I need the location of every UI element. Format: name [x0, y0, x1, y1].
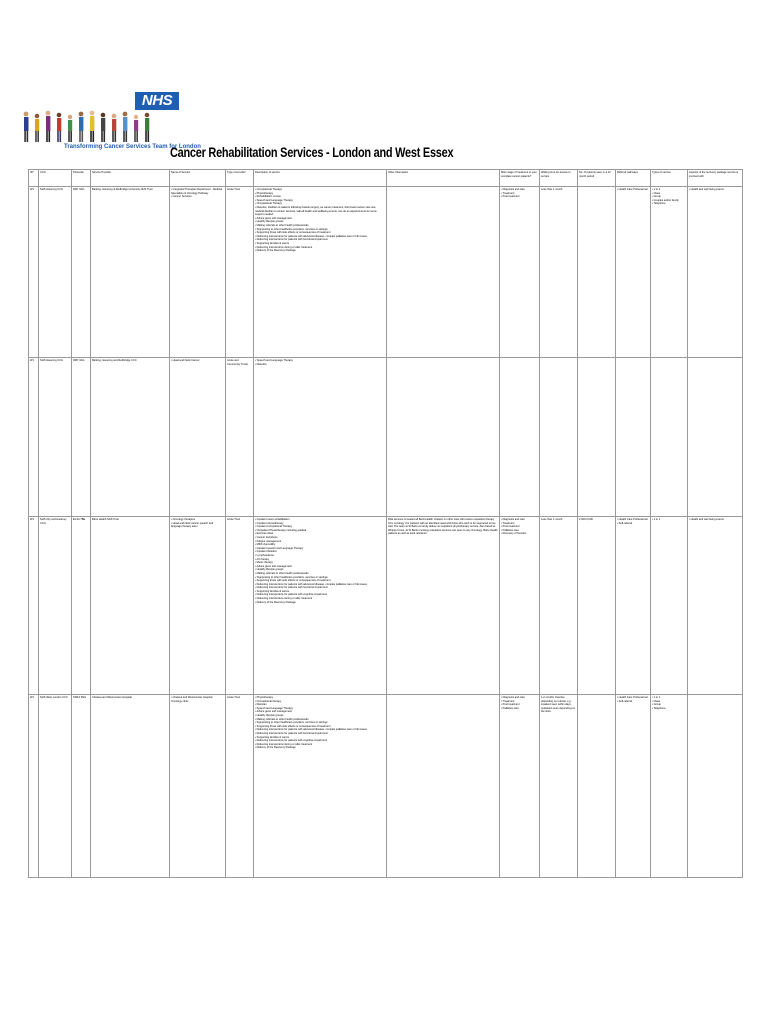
list-item: • Cancer Services [171, 195, 224, 199]
list-item: • Class [652, 192, 686, 196]
list-item: • Couples and/or family [652, 199, 686, 203]
list-item: • Post treatment [501, 195, 538, 199]
list-item: • Healthy lifestyle groups [255, 568, 385, 572]
list-item: • 1 to 1 [652, 188, 686, 192]
cell-provider-type: Acute and Community Trusts [226, 358, 254, 517]
cell-description [254, 695, 387, 878]
cell-other-info [387, 187, 500, 358]
service-name-list [171, 696, 224, 703]
cell-patients [578, 187, 616, 358]
list-item: • Delivering interventions during or after treatment [255, 246, 385, 250]
description-list [255, 359, 385, 366]
list-item: • Supporting families & carers [255, 736, 385, 740]
list-item: • Treatment [501, 192, 538, 196]
cell-other-info: Risk services is treated all Barts Health. Dietetic on other sites will receive outpatient therapy from oncology. For patients with an identified need and those who wish to be supported to live well. The team at St Barts currently deliver an outpatient physiotherapy service. Also based at Whipps Cross. At St Barts oncology outpatient services can open to any Oncology. Barts Health patients as well as local residents. [387, 517, 500, 695]
list-item: • Occupational therapy [255, 700, 385, 704]
list-item: • Speech and Language Therapy [255, 707, 385, 711]
cell-provider: Barts Health NHS Trust [91, 517, 170, 695]
column-header: Referral pathways [616, 170, 651, 187]
stage-list [501, 518, 538, 536]
service-name-list [171, 359, 224, 363]
cell-provider: Chelsea and Westminster Hospital [91, 695, 170, 878]
list-item: • Cancer transitions [255, 536, 385, 540]
list-item: • Healthy lifestyle groups [255, 220, 385, 224]
cell-id: W1 [29, 358, 39, 517]
cell-service-name [170, 517, 226, 695]
list-item: • Supporting those with side effects or consequences of treatment [255, 579, 385, 583]
cell-postcode: SW10 9NH [72, 695, 91, 878]
list-item: • Outpatient Physiotherapy including gradual [255, 529, 385, 533]
list-item: • Group [652, 195, 686, 199]
logo-area [20, 92, 201, 157]
cell-patients [578, 358, 616, 517]
list-item: • Delivering interventions for patients with advanced disease, complex palliative care or life issues [255, 235, 385, 239]
stage-list [501, 188, 538, 199]
cell-provider-type: Acute Trust [226, 187, 254, 358]
description-list [255, 518, 385, 604]
list-item: • Treatment [501, 522, 538, 526]
table-header-row [29, 170, 743, 187]
recovery-list [689, 518, 741, 522]
cell-description [254, 358, 387, 517]
table-body [29, 187, 743, 878]
cell-waiting-time: Less than 1 month [540, 517, 578, 695]
people-illustration [20, 108, 160, 146]
nhs-logo: NHS [135, 92, 179, 110]
team-name: Transforming Cancer Services Team for London [64, 144, 201, 150]
list-item: • Delivery of the Recovery Package [255, 601, 385, 605]
list-item: • Delivering interventions for patients with functional impairment [255, 586, 385, 590]
column-header: Name of Service [170, 170, 226, 187]
list-item: • Telephone [652, 707, 686, 711]
service-name-list [171, 518, 224, 529]
list-item: • Delivering interventions for patients with cognitive impairment [255, 739, 385, 743]
list-item: • Supporting families & carers [255, 242, 385, 246]
list-item: • Telephone [652, 202, 686, 206]
list-item: • Inpatient physiotherapy [255, 522, 385, 526]
column-header: CCG [39, 170, 72, 187]
list-item: • Head and Neck Cancer [171, 359, 224, 363]
cell-provider: Barking, Havering & Redbridge University NHS Trust [91, 187, 170, 358]
cell-provider-type: Acute Trust [226, 517, 254, 695]
list-item: • Healthy lifestyle groups [255, 714, 385, 718]
list-item: • Music therapy [255, 561, 385, 565]
list-item: • Inpatient dietetics [255, 550, 385, 554]
cell-postcode: EC1A 7BE [72, 517, 91, 695]
cell-recovery [688, 187, 743, 358]
cell-recovery [688, 517, 743, 695]
description-list [255, 188, 385, 253]
table-row [29, 517, 743, 695]
list-item: • Palliative care [501, 529, 538, 533]
list-item: • Integrated Therapies Department - Medical Specialties & Oncology Pathway [171, 188, 224, 195]
cell-types [651, 517, 688, 695]
list-item: • Advice given self-management [255, 710, 385, 714]
list-item: • Health Care Professional [617, 188, 649, 192]
list-item: • Lymphoedema [255, 554, 385, 558]
cell-ccg: NHS Havering CCG [39, 187, 72, 358]
list-item: • Diagnosis and care [501, 188, 538, 192]
list-item: • Oncology therapies [171, 518, 224, 522]
cell-referral [616, 695, 651, 878]
recovery-list [689, 188, 741, 192]
list-item: • Supporting those with side effects or consequences of treatment [255, 231, 385, 235]
cell-id: W1 [29, 187, 39, 358]
cell-service-name [170, 187, 226, 358]
description-list [255, 696, 385, 750]
service-name-list [171, 188, 224, 199]
cell-service-name [170, 695, 226, 878]
list-item: • Inpatient speech and Language Therapy [255, 547, 385, 551]
cell-other-info [387, 358, 500, 517]
column-header: Types of service [651, 170, 688, 187]
list-item: • Making referrals to other health professionals [255, 718, 385, 722]
cell-referral [616, 517, 651, 695]
list-item: • Treatment [501, 700, 538, 704]
cell-types [651, 358, 688, 517]
cell-waiting-time [540, 358, 578, 517]
list-item: • Post treatment [501, 703, 538, 707]
column-header: Description of service [254, 170, 387, 187]
column-header: Postcode [72, 170, 91, 187]
column-header: Type of provider [226, 170, 254, 187]
cell-other-info [387, 695, 500, 878]
list-item: • Advice given self-management [255, 565, 385, 569]
list-item: • 1 to 1 [652, 696, 686, 700]
list-item: • Signposting to other healthcare providers, services or settings [255, 228, 385, 232]
list-item: • Delivering interventions during or after treatment [255, 597, 385, 601]
list-item: • Self-referral [617, 522, 649, 526]
list-item: • Physiotherapy [255, 192, 385, 196]
list-item: • Delivering interventions for patients with advanced disease, complex palliative care or life issues [255, 583, 385, 587]
table-row [29, 358, 743, 517]
list-item: • Speech and Language Therapy [255, 359, 385, 363]
list-item: • Signposting to other healthcare providers, services or settings [255, 721, 385, 725]
column-header: Other Information [387, 170, 500, 187]
column-header: Aspects of the recovery package service is involved with [688, 170, 743, 187]
list-item: • Palliative care [501, 707, 538, 711]
list-item: • Recovery of function [501, 532, 538, 536]
list-item: • Delivering interventions for patients with cognitive impairment [255, 593, 385, 597]
cell-stage [500, 695, 540, 878]
column-header: No. of patients seen in a 12 month period [578, 170, 616, 187]
list-item: • 1 to 1 [652, 518, 686, 522]
referral-list [617, 188, 649, 192]
types-list [652, 188, 686, 206]
list-item: • Delivery of the Recovery Package [255, 249, 385, 253]
cell-ccg: NHS West London CCC [39, 695, 72, 878]
cell-stage [500, 187, 540, 358]
cell-patients [578, 695, 616, 878]
list-item: • Signposting to other healthcare providers, services or settings [255, 576, 385, 580]
table-row [29, 695, 743, 878]
list-item: • Dietician [255, 703, 385, 707]
stage-list [501, 696, 538, 710]
list-item: • Delivering interventions for patients with functional impairment [255, 732, 385, 736]
list-item: • Dietetics, Dietitian to patients following bowels surgery, as cancer treatment, diet bowel cancer care site, medical dietitian to cancer services, talk all health and wellbeing events, can do an appointments for some support needed [255, 206, 385, 217]
cell-description [254, 517, 387, 695]
list-item: • Inpatient occupational Therapy [255, 525, 385, 529]
list-item: • Making referrals to other health professionals [255, 572, 385, 576]
cell-types [651, 187, 688, 358]
list-item: • Delivering interventions for patients with functional impairment [255, 238, 385, 242]
list-item: • Diagnosis and care [501, 696, 538, 700]
list-item: • Chelsea and Westminster Hospital Oncology clinic [171, 696, 224, 703]
page-title: Cancer Rehabilitation Services - London and West Essex [170, 144, 454, 160]
column-header: ID* [29, 170, 39, 187]
cell-service-name [170, 358, 226, 517]
list-item: • Group [652, 703, 686, 707]
list-item: • Occupational Therapy [255, 188, 385, 192]
list-item: • Delivering interventions for patients with advanced disease, complex palliative care or life issues [255, 728, 385, 732]
cell-id: W1 [29, 695, 39, 878]
referral-list [617, 696, 649, 703]
cell-description [254, 187, 387, 358]
cell-postcode: RM7 0AG [72, 358, 91, 517]
cell-provider-type: Acute Trust [226, 695, 254, 878]
list-item: • Fatigue management [255, 540, 385, 544]
cell-stage [500, 517, 540, 695]
list-item: • Making referrals to other health professionals [255, 224, 385, 228]
cell-waiting-time: 1-2 months Overdue depending on referral, e.g. inpatient seen within days, outpatient seen depending on the slots. [540, 695, 578, 878]
cell-ccg: NHS City and Hackney CCG [39, 517, 72, 695]
cell-patients: 2,000-5,000 [578, 517, 616, 695]
cell-recovery [688, 695, 743, 878]
list-item: • Supporting those with side effects or consequences of treatment [255, 725, 385, 729]
cell-recovery [688, 358, 743, 517]
list-item: • Dietetics [255, 363, 385, 367]
column-header: Service Provider [91, 170, 170, 187]
list-item: • Class [652, 700, 686, 704]
list-item: • Inpatient neuro-rehabilitation [255, 518, 385, 522]
list-item: • Supporting families & carers [255, 590, 385, 594]
list-item: • Exercise class [255, 532, 385, 536]
cell-referral [616, 358, 651, 517]
list-item: • Occupational Therapy [255, 202, 385, 206]
column-header: Main stage of treatment to your complete cancer patients? [500, 170, 540, 187]
list-item: • Delivery of the Recovery Package [255, 746, 385, 750]
services-table [28, 169, 743, 878]
list-item: • Advice given self-management [255, 217, 385, 221]
cell-provider: Barking, Havering and Redbridge CCC [91, 358, 170, 517]
list-item: • Diagnosis and care [501, 518, 538, 522]
list-item: • MDS dysmotility [255, 543, 385, 547]
types-list [652, 518, 686, 522]
cell-waiting-time: Less than 1 month [540, 187, 578, 358]
list-item: • Health Care Professional [617, 696, 649, 700]
list-item: • Speech and Language Therapy [255, 199, 385, 203]
types-list [652, 696, 686, 710]
list-item: • Health and well being events [689, 188, 741, 192]
cell-id: W1 [29, 517, 39, 695]
table-row [29, 187, 743, 358]
cell-types [651, 695, 688, 878]
cell-postcode: RM7 0AG [72, 187, 91, 358]
list-item: • Rehabilitation course [255, 195, 385, 199]
cell-ccg: NHS Havering CCG [39, 358, 72, 517]
list-item: • Art therapy [255, 558, 385, 562]
list-item: • Head and Neck cancer speech and language therapy team [171, 522, 224, 529]
column-header: Waiting time for access to service [540, 170, 578, 187]
cell-referral [616, 187, 651, 358]
list-item: • Delivering interventions during or after treatment [255, 743, 385, 747]
list-item: • Self-referral [617, 700, 649, 704]
list-item: • Post treatment [501, 525, 538, 529]
cell-stage [500, 358, 540, 517]
list-item: • Health Care Professional [617, 518, 649, 522]
list-item: • Physiotherapy [255, 696, 385, 700]
referral-list [617, 518, 649, 525]
list-item: • Health and well being events [689, 518, 741, 522]
